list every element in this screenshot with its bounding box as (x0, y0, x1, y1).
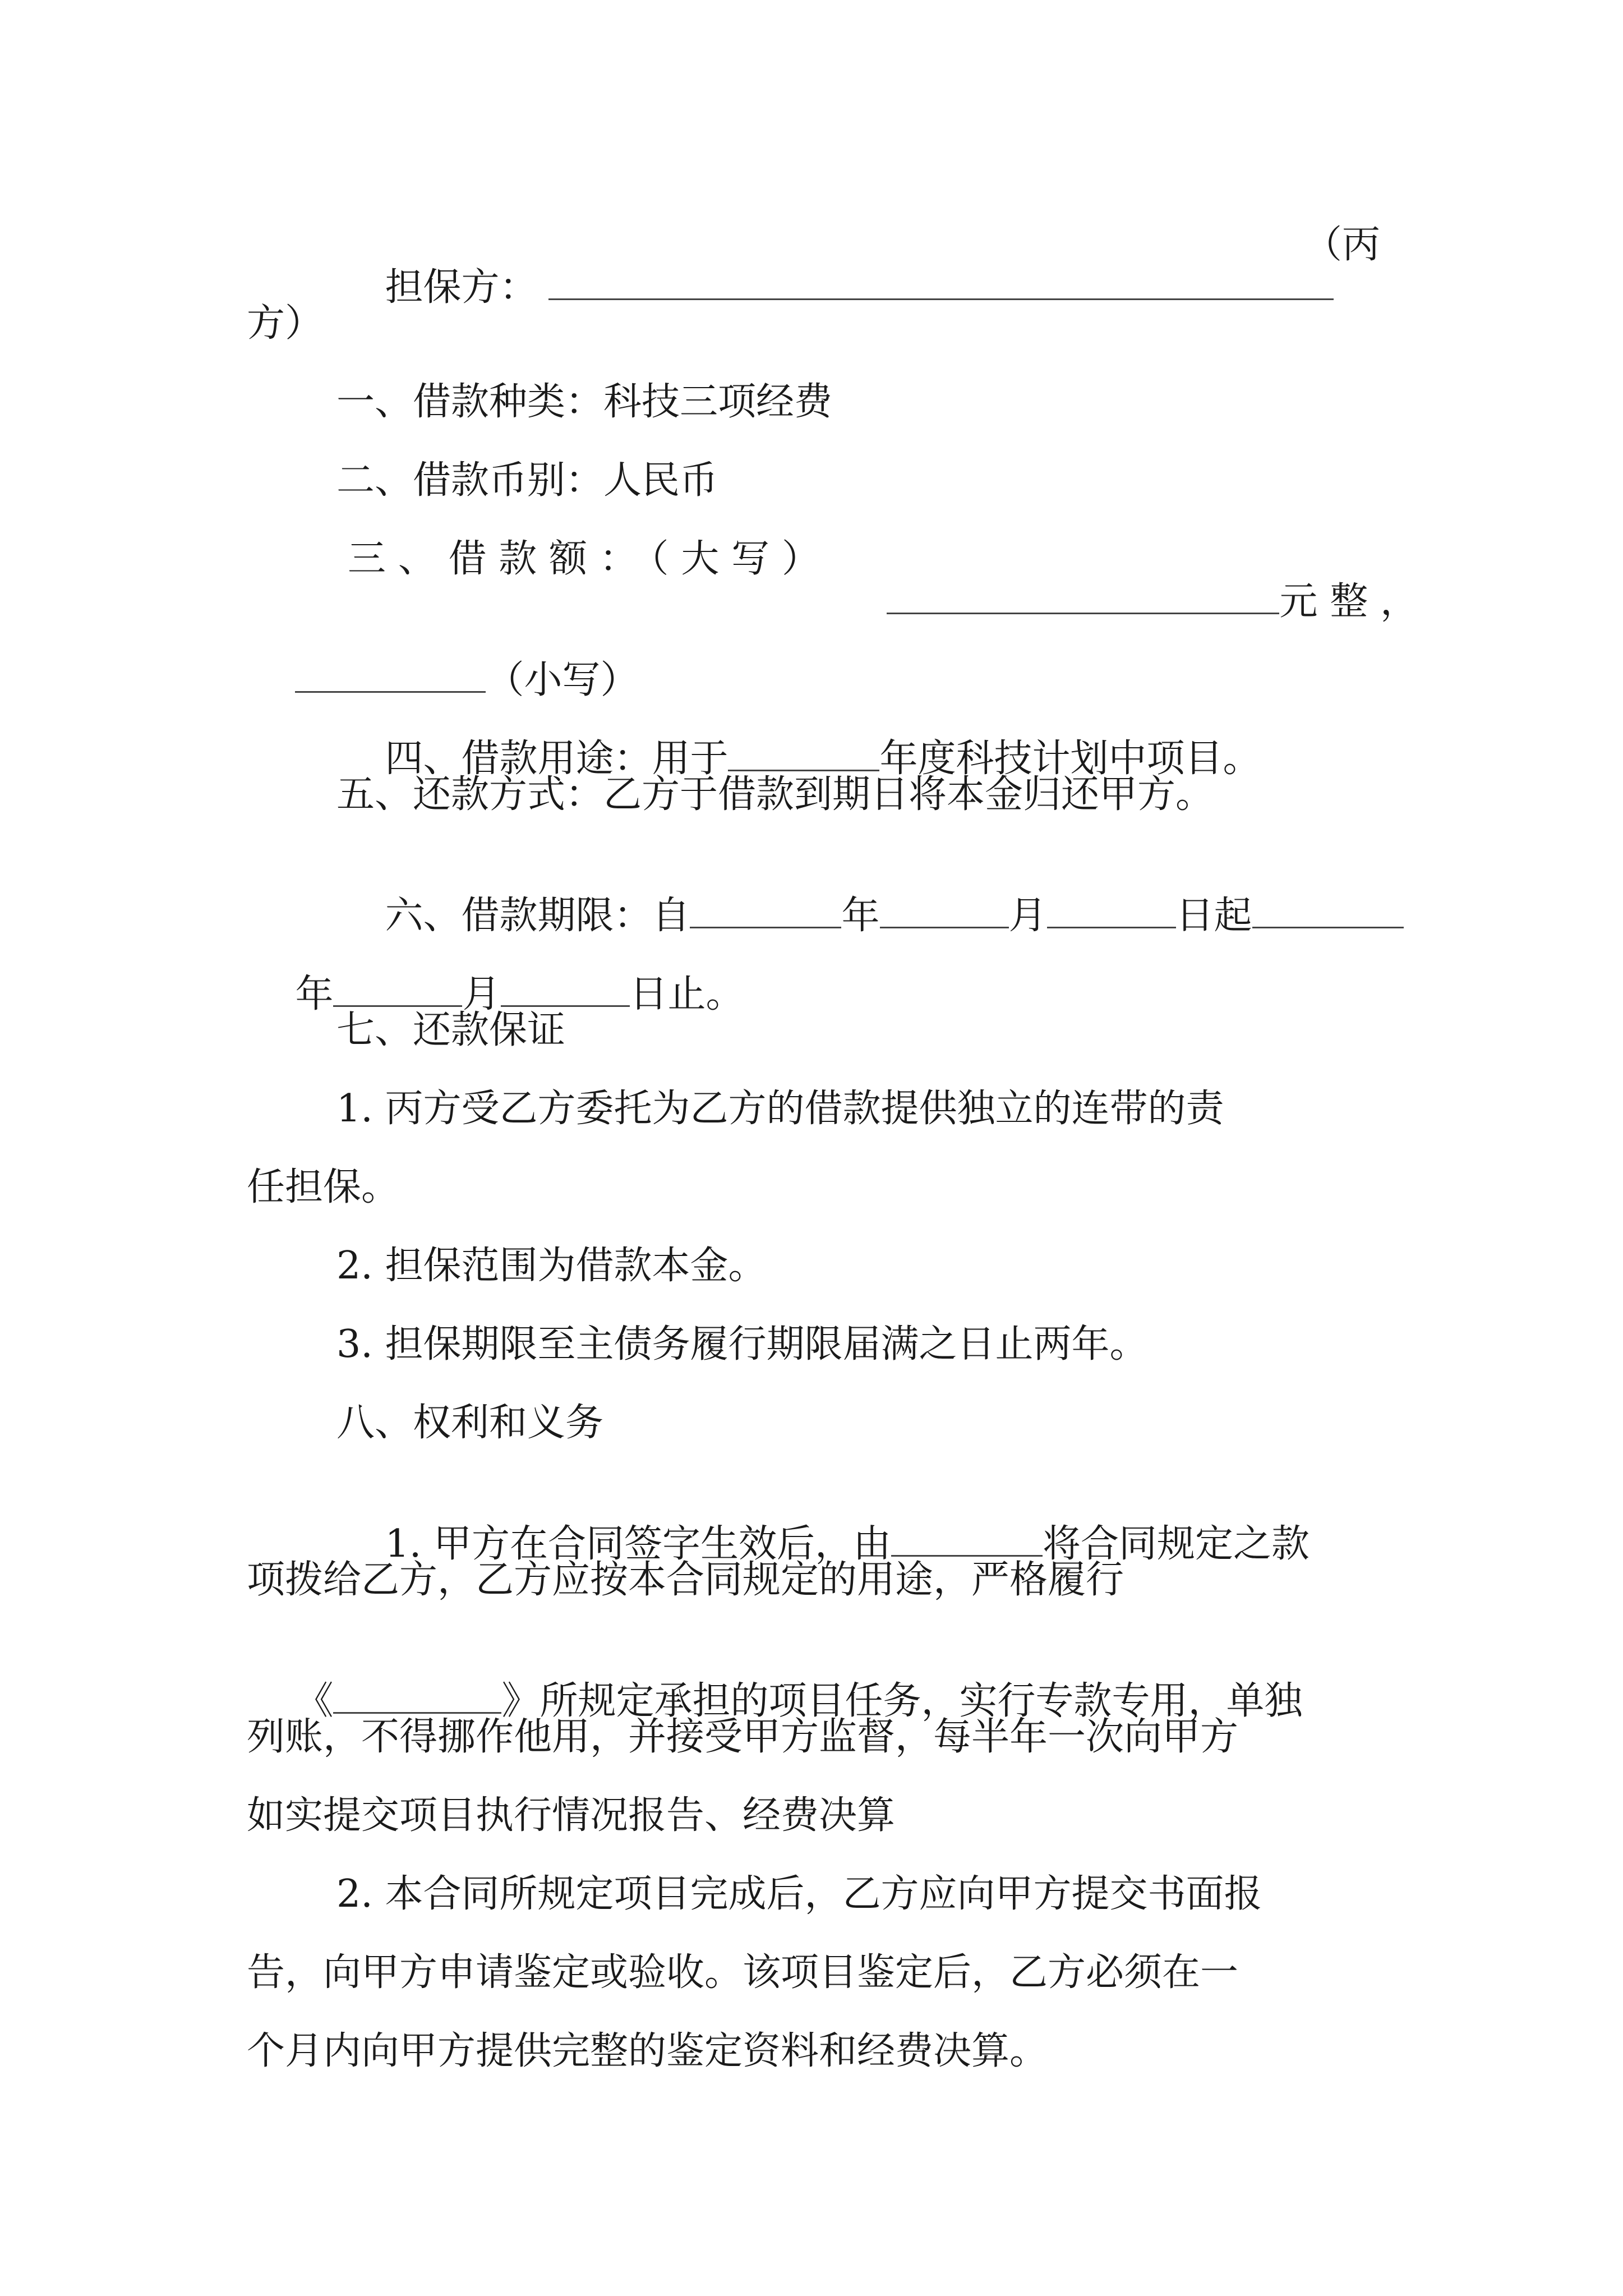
term-end-month-blank (333, 971, 462, 1007)
term-prefix: 六、借款期限：自 (385, 894, 690, 938)
term-day-start-label: 日起 (1175, 894, 1252, 938)
item-amount-label: 三、借款额：（大写） (348, 537, 832, 581)
guarantee-clause-3: 3. 担保期限至主债务履行期限届满之日止两年。 (336, 1322, 1148, 1366)
rights-clause-1-line2: 项拨给乙方，乙方应按本合同规定的用途，严格履行 (247, 1558, 1124, 1602)
section-guarantee-title: 七、还款保证 (336, 1008, 566, 1052)
guarantor-party-mark: （丙 (1304, 223, 1381, 267)
rights-clause-2-line2: 告，向甲方申请鉴定或验收。该项目鉴定后，乙方必须在一 (247, 1950, 1239, 1995)
rights-clause-1-line4: 列账，不得挪作他用，并接受甲方监督，每半年一次向甲方 (247, 1715, 1239, 1759)
term-year-label: 年 (841, 894, 880, 938)
guarantor-party-mark-end: 方） (247, 301, 324, 346)
amount-digits-blank (295, 657, 486, 693)
rights-document-blank (333, 1678, 501, 1714)
term-day-end-label: 日止。 (629, 972, 744, 1017)
amount-small-label: （小写） (486, 658, 639, 703)
purpose-year-blank (728, 735, 879, 771)
term-start-year-blank (690, 892, 841, 928)
amount-words-blank (887, 578, 1279, 614)
rights-clause-1-line5: 如实提交项目执行情况报告、经费决算 (247, 1793, 896, 1838)
guarantee-clause-2: 2. 担保范围为借款本金。 (336, 1244, 767, 1288)
purpose-suffix: 年度科技计划中项目。 (879, 737, 1261, 781)
term-start-day-blank (1047, 892, 1176, 928)
item-currency: 二、借款币别：人民币 (336, 458, 718, 503)
guarantor-blank (548, 264, 1334, 300)
guarantor-label: 担保方： (385, 265, 538, 310)
term-end-day-blank (501, 971, 630, 1007)
item-loan-type: 一、借款种类：科技三项经费 (336, 380, 833, 424)
term-month2-label: 月 (462, 972, 501, 1017)
item-amount-line (838, 540, 1431, 659)
term-end-year-blank (1252, 892, 1404, 928)
section-rights-title: 八、权利和义务 (336, 1401, 604, 1445)
term-year2-label: 年 (295, 972, 334, 1017)
guarantee-clause-1: 1. 丙方受乙方委托为乙方的借款提供独立的连带的责 (336, 1087, 1224, 1131)
rights-clause-2-line3: 个月内向甲方提供完整的鉴定资料和经费决算。 (247, 2029, 1048, 2073)
rights-clause-1-prefix: 1. 甲方在合同签字生效后，由 (385, 1522, 891, 1567)
purpose-prefix: 四、借款用途：用于 (385, 737, 728, 781)
term-month-label: 月 (1008, 894, 1047, 938)
rights-clause-1-suffix: 将合同规定之款 (1042, 1522, 1310, 1567)
rights-book-close: 》所规定承担的项目任务，实行专款专用，单独 (501, 1679, 1303, 1724)
rights-funder-blank (891, 1521, 1043, 1557)
term-start-month-blank (880, 892, 1009, 928)
guarantor-line (336, 226, 1334, 345)
item-repayment: 五、还款方式：乙方于借款到期日将本金归还甲方。 (336, 772, 1214, 817)
amount-unit: 元整， (1279, 579, 1431, 624)
rights-clause-2: 2. 本合同所规定项目完成后，乙方应向甲方提交书面报 (336, 1872, 1262, 1916)
rights-book-open: 《 (295, 1679, 334, 1724)
guarantee-clause-1-cont: 任担保。 (247, 1165, 400, 1209)
